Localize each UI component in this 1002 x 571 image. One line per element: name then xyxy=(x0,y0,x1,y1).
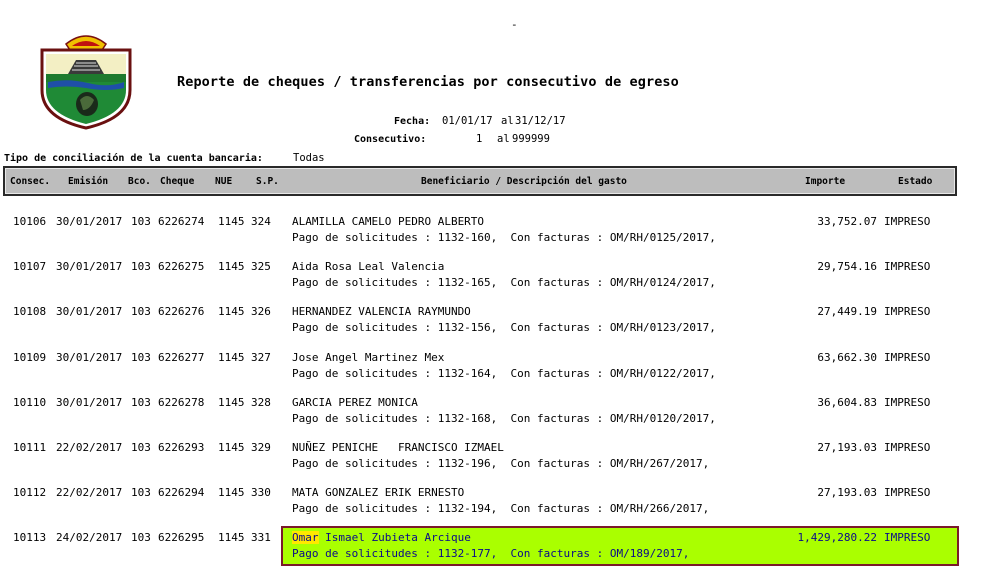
col-estado: Estado xyxy=(898,176,933,187)
cell-beneficiario xyxy=(292,531,471,544)
cell-sp: 324 xyxy=(251,215,271,228)
cell-importe: 27,449.19 xyxy=(817,305,877,319)
cell-estado: IMPRESO xyxy=(884,531,931,544)
col-sp: S.P. xyxy=(256,176,279,187)
cell-bco: 103 xyxy=(131,441,151,454)
col-bco: Bco. xyxy=(128,176,151,187)
cell-emision: 30/01/2017 xyxy=(56,350,123,364)
cell-bco: 103 xyxy=(131,215,151,228)
cell-descripcion: Pago de solicitudes : 1132-196, Con facturas : OM/RH/267/2017, xyxy=(292,457,710,470)
col-importe: Importe xyxy=(805,176,846,187)
cell-bco: 103 xyxy=(131,531,151,544)
cell-beneficiario: Jose Angel Martinez Mex xyxy=(292,350,445,364)
cell-bco: 103 xyxy=(131,395,151,409)
cell-cheque: 6226276 xyxy=(158,305,205,319)
col-cheque: Cheque xyxy=(160,176,195,187)
cell-sp: 327 xyxy=(251,350,271,364)
consecutivo-from: 1 xyxy=(476,133,483,145)
cell-importe: 27,193.03 xyxy=(817,486,877,500)
cell-estado: IMPRESO xyxy=(884,215,931,228)
cell-importe: 33,752.07 xyxy=(817,215,877,228)
cell-emision: 30/01/2017 xyxy=(56,305,123,319)
beneficiario-rest: Ismael Zubieta Arcique xyxy=(318,531,471,544)
cell-descripcion: Pago de solicitudes : 1132-177, Con facturas : OM/189/2017, xyxy=(292,547,690,560)
cell-estado: IMPRESO xyxy=(884,260,931,274)
cell-nue: 1145 xyxy=(218,486,245,500)
cell-beneficiario: MATA GONZALEZ ERIK ERNESTO xyxy=(292,486,465,500)
cell-importe: 36,604.83 xyxy=(817,395,877,409)
cell-importe: 1,429,280.22 xyxy=(797,531,877,544)
col-emision: Emisión xyxy=(68,176,109,187)
cell-bco: 103 xyxy=(131,486,151,500)
cell-beneficiario: NUÑEZ PENICHE FRANCISCO IZMAEL xyxy=(292,441,504,454)
cell-cheque: 6226274 xyxy=(158,215,205,228)
cell-cheque: 6226275 xyxy=(158,260,205,274)
cell-consec: 10106 xyxy=(13,215,47,228)
fecha-al: al xyxy=(501,115,514,127)
tipo-conciliacion-label: Tipo de conciliación de la cuenta bancaria: xyxy=(4,153,263,164)
consecutivo-label: Consecutivo: xyxy=(354,134,427,145)
consecutivo-to: 999999 xyxy=(512,133,550,145)
cell-nue: 1145 xyxy=(218,305,245,319)
cell-emision: 30/01/2017 xyxy=(56,215,123,228)
fecha-label: Fecha: xyxy=(394,116,431,127)
cell-sp: 326 xyxy=(251,305,271,319)
cell-consec: 10109 xyxy=(13,350,47,364)
report-title: Reporte de cheques / transferencias por consecutivo de egreso xyxy=(177,74,679,90)
cell-consec: 10112 xyxy=(13,486,47,500)
cell-importe: 27,193.03 xyxy=(817,441,877,454)
cell-descripcion: Pago de solicitudes : 1132-160, Con facturas : OM/RH/0125/2017, xyxy=(292,231,716,244)
cell-bco: 103 xyxy=(131,305,151,319)
col-beneficiario: Beneficiario / Descripción del gasto xyxy=(421,176,627,187)
cell-emision: 22/02/2017 xyxy=(56,441,123,454)
cell-emision: 24/02/2017 xyxy=(56,531,123,544)
cell-estado: IMPRESO xyxy=(884,441,931,454)
cell-sp: 329 xyxy=(251,441,271,454)
cell-bco: 103 xyxy=(131,260,151,274)
consecutivo-al: al xyxy=(497,133,510,145)
cell-descripcion: Pago de solicitudes : 1132-194, Con facturas : OM/RH/266/2017, xyxy=(292,502,710,516)
cell-cheque: 6226294 xyxy=(158,486,205,500)
cell-importe: 29,754.16 xyxy=(817,260,877,274)
cell-bco: 103 xyxy=(131,350,151,364)
cell-nue: 1145 xyxy=(218,260,245,274)
cell-descripcion: Pago de solicitudes : 1132-168, Con facturas : OM/RH/0120/2017, xyxy=(292,411,716,425)
cell-sp: 330 xyxy=(251,486,271,500)
cell-cheque: 6226278 xyxy=(158,395,205,409)
coat-of-arms-icon xyxy=(38,30,134,130)
cell-estado: IMPRESO xyxy=(884,486,931,500)
cell-importe: 63,662.30 xyxy=(817,350,877,364)
cell-beneficiario: Aida Rosa Leal Valencia xyxy=(292,260,445,274)
cell-nue: 1145 xyxy=(218,441,245,454)
cell-sp: 328 xyxy=(251,395,271,409)
cell-cheque: 6226277 xyxy=(158,350,205,364)
cell-beneficiario: HERNANDEZ VALENCIA RAYMUNDO xyxy=(292,305,471,319)
col-nue: NUE xyxy=(215,176,233,187)
cell-cheque: 6226295 xyxy=(158,531,205,544)
cell-nue: 1145 xyxy=(218,395,245,409)
cell-sp: 331 xyxy=(251,531,271,544)
cell-estado: IMPRESO xyxy=(884,305,931,319)
cell-emision: 30/01/2017 xyxy=(56,395,123,409)
cell-emision: 30/01/2017 xyxy=(56,260,123,274)
cell-nue: 1145 xyxy=(218,215,245,228)
beneficiario-first-name: Omar xyxy=(292,531,319,544)
col-consec: Consec. xyxy=(10,176,51,187)
cell-consec: 10107 xyxy=(13,260,47,274)
cell-nue: 1145 xyxy=(218,350,245,364)
cell-emision: 22/02/2017 xyxy=(56,486,123,500)
fecha-from: 01/01/17 xyxy=(442,115,493,127)
cell-cheque: 6226293 xyxy=(158,441,205,454)
cell-descripcion: Pago de solicitudes : 1132-164, Con facturas : OM/RH/0122/2017, xyxy=(292,366,716,380)
cell-sp: 325 xyxy=(251,260,271,274)
cell-consec: 10111 xyxy=(13,441,47,454)
cell-descripcion: Pago de solicitudes : 1132-165, Con facturas : OM/RH/0124/2017, xyxy=(292,276,716,290)
cell-descripcion: Pago de solicitudes : 1132-156, Con facturas : OM/RH/0123/2017, xyxy=(292,321,716,335)
cell-estado: IMPRESO xyxy=(884,395,931,409)
cell-nue: 1145 xyxy=(218,531,245,544)
cell-beneficiario: GARCIA PEREZ MONICA xyxy=(292,395,418,409)
top-mark: - xyxy=(511,18,518,31)
tipo-conciliacion-value: Todas xyxy=(293,152,325,164)
cell-consec: 10110 xyxy=(13,395,47,409)
cell-consec: 10108 xyxy=(13,305,47,319)
fecha-to: 31/12/17 xyxy=(515,115,566,127)
cell-estado: IMPRESO xyxy=(884,350,931,364)
cell-beneficiario: ALAMILLA CAMELO PEDRO ALBERTO xyxy=(292,215,485,228)
cell-consec: 10113 xyxy=(13,531,47,544)
